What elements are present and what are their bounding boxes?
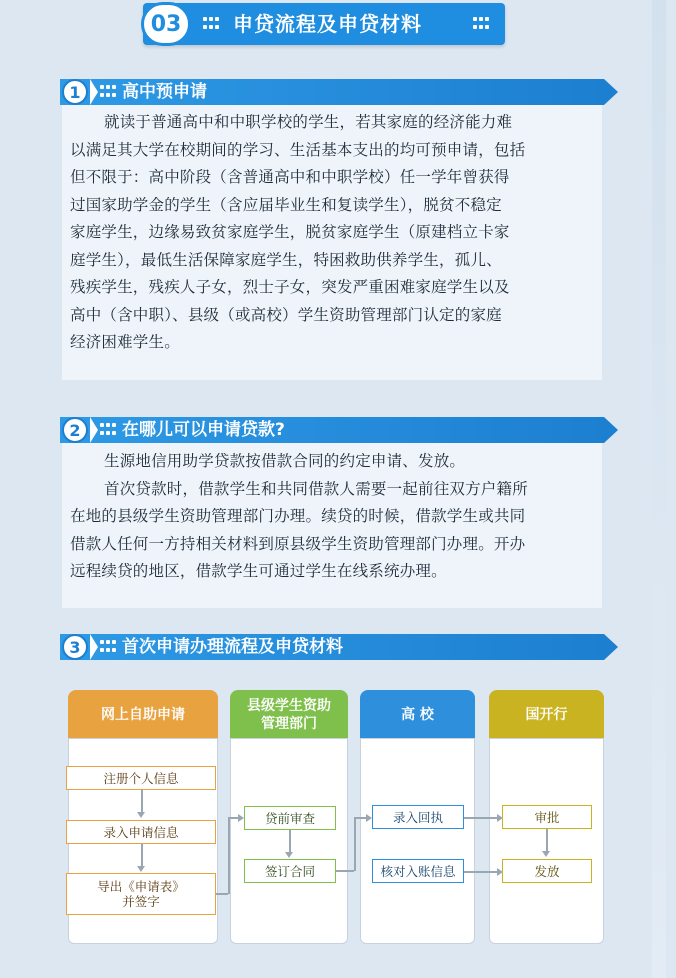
dots-icon (100, 423, 118, 437)
flow-step: 注册个人信息 (66, 766, 216, 790)
arrow-icon (90, 79, 98, 105)
section3-header (60, 634, 604, 660)
column-head: 国开行 (489, 690, 604, 740)
arrow-icon (90, 417, 98, 443)
section2-header (60, 417, 604, 443)
text-line: 以满足其大学在校期间的学习、生活基本支出的均可预申请，包括 (70, 140, 526, 159)
arrow-down-icon (542, 851, 550, 857)
text-line: 庭学生），最低生活保障家庭学生，特困救助供养学生，孤儿、 (70, 250, 502, 269)
text-line: 远程续贷的地区，借款学生可通过学生在线系统办理。 (70, 562, 447, 580)
connector-line (289, 830, 291, 854)
flow-step (66, 873, 216, 915)
text-line: 首次贷款时，借款学生和共同借款人需要一起前往双方户籍所 (104, 479, 528, 498)
connector-line (141, 790, 143, 814)
text-line: 高中（含中职）、县级（或高校）学生资助管理部门认定的家庭 (70, 305, 502, 324)
header-end-shape (604, 79, 618, 105)
dots-icon (473, 17, 491, 31)
connector-line (464, 871, 500, 873)
section1-number: 1 (62, 79, 88, 105)
flow-step: 录入申请信息 (66, 820, 216, 844)
arrow-down-icon (285, 852, 293, 858)
arrow-down-icon (137, 812, 145, 818)
text-line: 生源地信用助学贷款按借款合同的约定申请、发放。 (104, 452, 466, 470)
column-head-line: 县级学生资助 (247, 698, 331, 714)
flow-step: 录入回执 (372, 805, 464, 829)
text-line: 家庭学生，边缘易致贫家庭学生，脱贫家庭学生（原建档立卡家 (70, 223, 510, 241)
right-decoration (652, 0, 666, 978)
text-line: 在地的县级学生资助管理部门办理。续贷的时候，借款学生或共同 (70, 507, 526, 525)
text-line: 借款人任何一方持相关材料到原县级学生资助管理部门办理。开办 (70, 534, 526, 553)
connector-line (216, 893, 228, 895)
dots-icon (203, 17, 221, 31)
flow-step: 核对入账信息 (372, 859, 464, 883)
text-line: 残疾学生，残疾人子女，烈士子女，突发严重困难家庭学生以及 (70, 278, 510, 296)
section1-body (70, 109, 600, 357)
header-end-shape (604, 417, 618, 443)
dots-icon (100, 85, 118, 99)
connector-line (141, 844, 143, 868)
header-number: 03 (141, 2, 191, 46)
connector-line (336, 870, 354, 872)
column-head: 高 校 (360, 690, 475, 740)
section1-header (60, 79, 604, 105)
top-header (143, 3, 505, 45)
section3-title: 首次申请办理流程及申贷材料 (122, 637, 343, 657)
connector-line (546, 829, 548, 853)
flow-step: 贷前审查 (244, 806, 336, 830)
arrow-down-icon (137, 866, 145, 872)
column-body (360, 738, 475, 944)
connector-line (228, 817, 230, 894)
section3-number: 3 (62, 634, 88, 660)
section1-title: 高中预申请 (122, 82, 207, 102)
column-head: 网上自助申请 (68, 690, 218, 740)
section2-number: 2 (62, 417, 88, 443)
text-line: 但不限于：高中阶段（含普通高中和中职学校）任一学年曾获得 (70, 168, 510, 186)
section2-title: 在哪儿可以申请贷款? (122, 420, 285, 440)
flow-step: 审批 (502, 805, 592, 829)
step-line: 导出《申请表》 (97, 879, 185, 894)
section2-body (70, 448, 600, 586)
flow-step: 签订合同 (244, 859, 336, 883)
column-head (230, 690, 348, 740)
arrow-icon (90, 634, 98, 660)
text-line: 就读于普通高中和中职学校的学生，若其家庭的经济能力难 (104, 113, 513, 131)
dots-icon (100, 640, 118, 654)
column-head-line: 管理部门 (261, 716, 317, 732)
header-end-shape (604, 634, 618, 660)
step-line: 并签字 (122, 894, 160, 909)
text-line: 过国家助学金的学生（含应届毕业生和复读学生），脱贫不稳定 (70, 195, 502, 214)
connector-line (354, 817, 356, 871)
text-line: 经济困难学生。 (70, 333, 180, 351)
flow-step: 发放 (502, 859, 592, 883)
connector-line (464, 817, 500, 819)
page-title: 申贷流程及申贷材料 (233, 12, 422, 36)
